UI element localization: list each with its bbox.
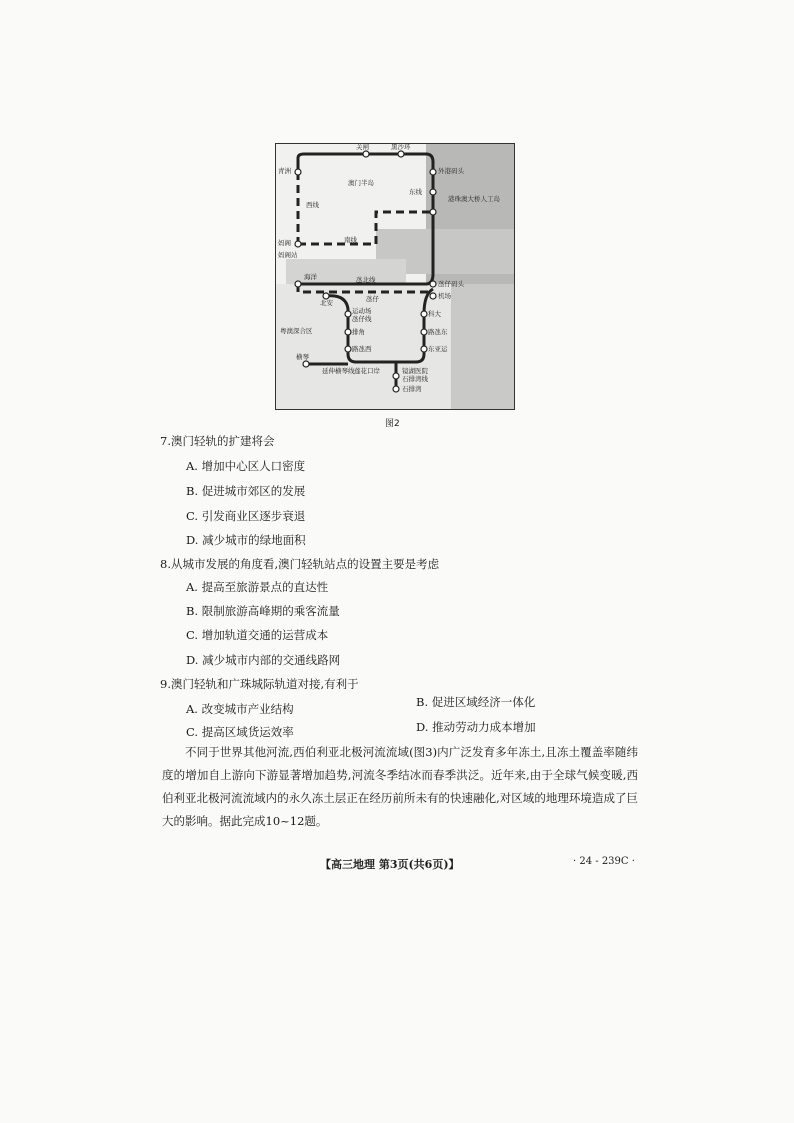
question-8-option-d: D. 减少城市内部的交通线路网 [186,653,341,667]
station-marker-dongyayun [421,346,427,352]
station-marker-haiyang [295,281,301,287]
question-9-option-c: C. 提高区域货运效率 [186,725,294,739]
station-marker-heishahuan [398,151,404,157]
station-label-lutaixi: 路氹西 [352,345,372,353]
station-label-airport: 机场 [438,292,451,300]
station-marker-airport [430,293,436,299]
station-label-heishahuan: 黑沙环 [391,143,411,151]
station-label-paijiao: 排角 [352,328,365,336]
station-label-taipa-line: 氹仔线 [352,315,372,323]
map-airport-area [451,284,514,409]
station-label-lianhua: 莲花口岸 [354,367,380,375]
station-label-dongyayun: 东亚运 [428,345,448,353]
station-label-haiyang: 海洋 [304,273,317,281]
region-label-hengqin-zone: 粤澳深合区 [280,327,313,335]
station-marker-paijiao [345,329,351,335]
region-label-bridge-island: 港珠澳大桥人工岛 [448,195,500,203]
station-marker-waigang [430,169,436,175]
station-label-qingzhou: 青洲 [278,167,291,175]
legend-south-line: 南线 [344,236,357,244]
question-7-option-c: C. 引发商业区逐步衰退 [186,509,306,523]
station-label-hospital: 镜湖医院 [402,367,428,375]
station-label-guanzha: 关闸 [356,143,369,151]
page-footer: 【高三地理 第3页(共6页)】 [320,858,460,871]
station-label-shipaiwan-line: 石排湾线 [402,375,428,383]
question-8-stem: 8.从城市发展的角度看,澳门轻轨站点的设置主要是考虑 [160,557,440,571]
question-7-option-a: A. 增加中心区人口密度 [186,459,306,473]
legend-west-line: 西线 [306,201,319,209]
station-label-taipa-ferry: 氹仔码头 [438,280,464,288]
question-8-option-b: B. 限制旅游高峰期的乘客流量 [186,604,340,618]
question-8-option-a: A. 提高至旅游景点的直达性 [186,580,329,594]
station-label-beian: 北安 [320,299,333,307]
station-marker-stadium [345,311,351,317]
station-marker-lutaixi [345,346,351,352]
station-label-shipaiwan: 石排湾 [402,385,422,393]
question-9-option-b: B. 促进区域经济一体化 [416,695,536,709]
region-label-macau-peninsula: 澳门半岛 [348,179,374,187]
station-marker-hospital [393,373,399,379]
station-marker-qingzhou [295,169,301,175]
question-8-option-c: C. 增加轨道交通的运营成本 [186,628,329,642]
legend-taipa-north-line: 氹北线 [356,276,376,284]
exam-code: · 24 - 239C · [573,856,635,867]
station-label-stadium: 运动场 [352,307,372,315]
question-9-stem: 9.澳门轻轨和广珠城际轨道对接,有利于 [160,677,359,691]
question-9-option-d: D. 推动劳动力成本增加 [416,720,536,734]
macau-lrt-map [275,143,515,410]
station-marker-mage [295,241,301,247]
station-marker-taipa-ferry [430,281,436,287]
station-marker-island [430,209,436,215]
question-7-option-d: D. 减少城市的绿地面积 [186,533,306,547]
station-label-keda: 科大 [428,310,441,318]
station-marker-keda [421,311,427,317]
station-marker-guanzha [363,151,369,157]
station-label-dongxian: 东线 [409,188,422,196]
region-label-taipa: 氹仔 [366,295,379,303]
station-marker-shipaiwan [393,386,399,392]
station-label-lutaidong: 路氹东 [428,328,448,336]
station-marker-lutaidong [421,329,427,335]
legend-hengqin-line: 延伸横琴线 [322,367,355,375]
question-9-option-a: A. 改变城市产业结构 [186,702,294,716]
station-marker-hengqin [303,361,309,367]
station-label-hengqin: 横琴 [296,353,309,361]
reading-passage: 不同于世界其他河流,西伯利亚北极河流流域(图3)内广泛发育多年冻土,且冻土覆盖率随纬度的增加自上游向下游显著增加趋势,河流冬季结冰而春季洪泛。近年来,由于全球气候变暖,西伯利亚北极河流流域内的永久冻土层正在经历前所未有的快速融化,对区域的地理环境造成了巨大的影响。据此完成10~12题。 [162,745,638,828]
question-7-option-b: B. 促进城市郊区的发展 [186,484,306,498]
station-label-mage: 妈阁 [278,239,291,247]
station-label-mage-stop: 妈阁站 [278,251,298,259]
figure-caption: 图2 [385,419,400,429]
question-7-stem: 7.澳门轻轨的扩建将会 [160,434,275,448]
station-marker-dongxian [430,189,436,195]
station-label-waigang: 外港码头 [438,167,464,175]
